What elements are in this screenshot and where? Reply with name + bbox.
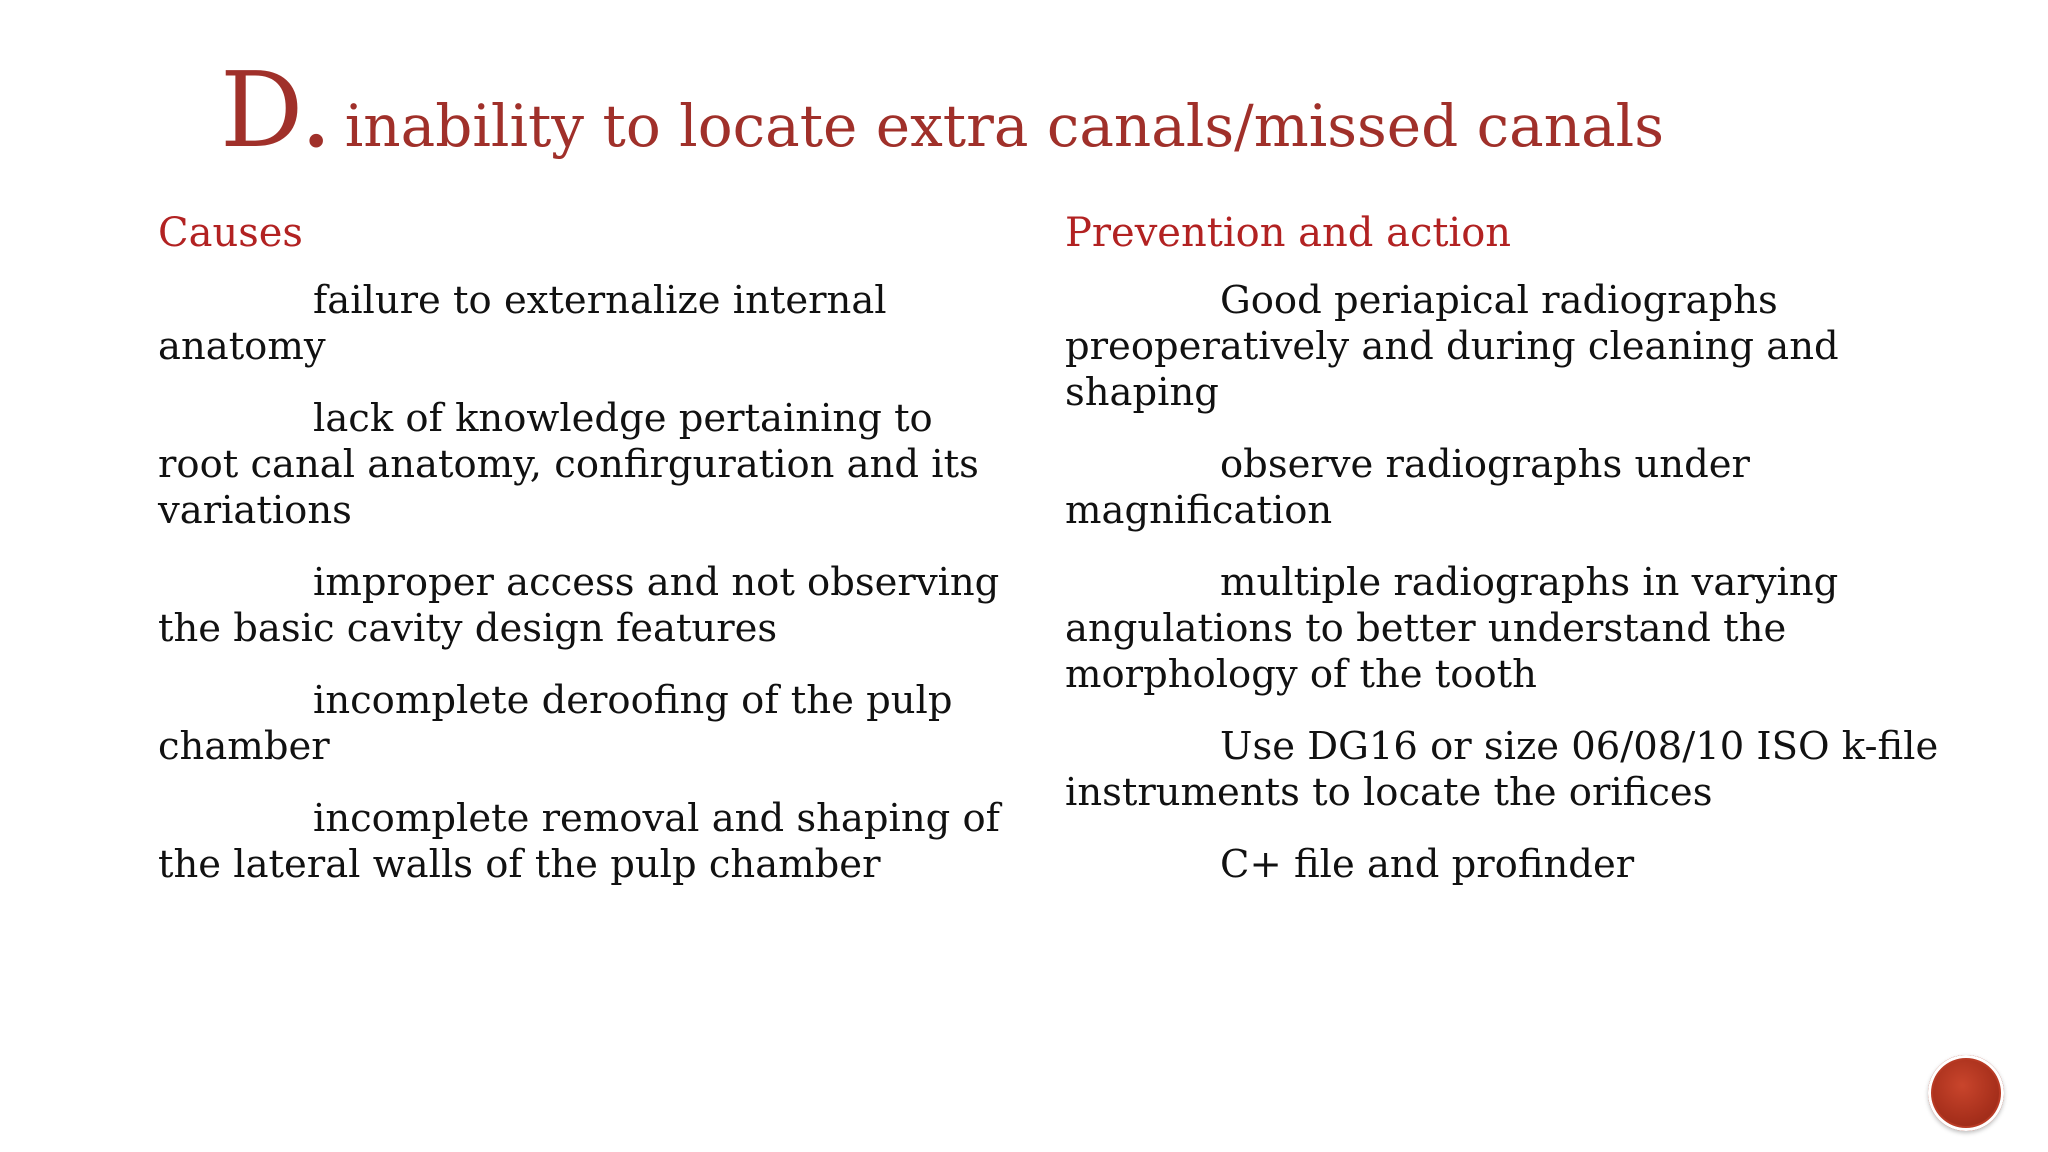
prevention-item: Good periapical radiographs preoperatively and during cleaning and shaping [1065, 278, 1839, 415]
title-text: inability to locate extra canals/missed canals [344, 92, 1664, 160]
title-letter: D. [220, 49, 333, 171]
prevention-item: Use DG16 or size 06/08/10 ISO k-file instruments to locate the orifices [1065, 724, 1939, 815]
prevention-column [1065, 210, 1945, 914]
causes-item: incomplete removal and shaping of the lateral walls of the pulp chamber [158, 796, 1000, 887]
prevention-item: C+ file and profinder [1220, 842, 1635, 887]
prevention-heading: Prevention and action [1065, 210, 1512, 256]
prevention-item: observe radiographs under magnification [1065, 442, 1750, 533]
prevention-item: multiple radiographs in varying angulations to better understand the morphology of the tooth [1065, 560, 1839, 697]
slide-title [220, 49, 2000, 171]
causes-item: failure to externalize internal anatomy [158, 278, 887, 369]
causes-item: improper access and not observing the basic cavity design features [158, 560, 1000, 651]
causes-item: lack of knowledge pertaining to root canal anatomy, confirguration and its variations [158, 396, 979, 533]
causes-column [158, 210, 1008, 914]
circle-nav-icon[interactable] [1928, 1055, 2004, 1131]
causes-item: incomplete deroofing of the pulp chamber [158, 678, 953, 769]
causes-heading: Causes [158, 210, 303, 256]
